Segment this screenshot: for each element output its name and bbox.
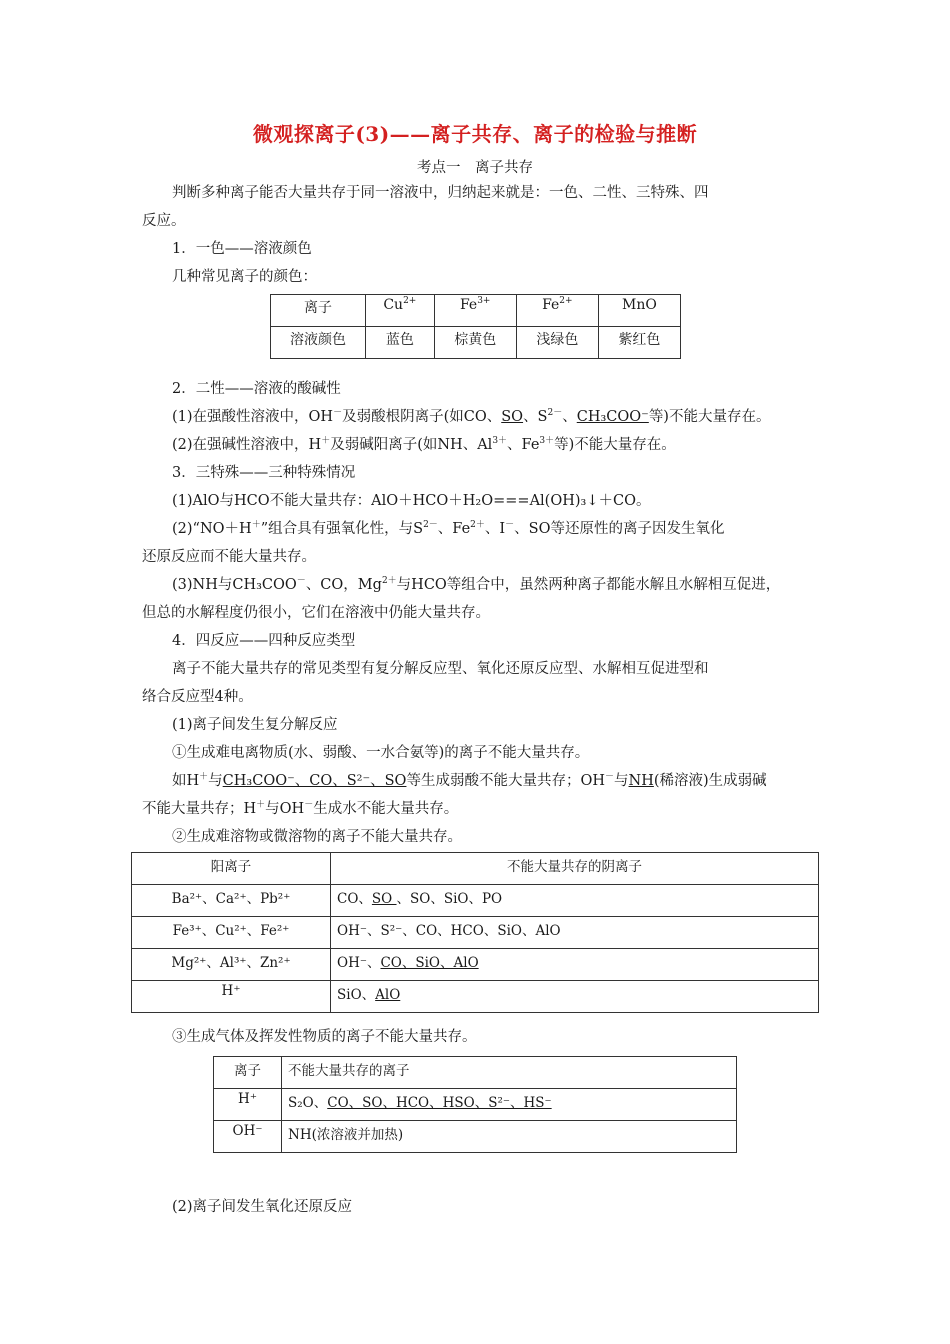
table-cell: 离子 (214, 1057, 282, 1089)
table-cell: 阳离子 (132, 853, 331, 885)
table-cell: CO、SO 、SO、SiO、PO (331, 885, 819, 917)
table-cell: 溶液颜色 (271, 327, 366, 359)
table-row (214, 1057, 737, 1089)
table-cell: Mg²⁺、Al³⁺、Zn²⁺ (132, 949, 331, 981)
table-cell: 不能大量共存的阴离子 (331, 853, 819, 885)
s3-paragraph-3-cont: 但总的水解程度仍很小，它们在溶液中仍能大量共存。 (142, 605, 490, 621)
section-subtitle: 考点一 离子共存 (417, 160, 533, 176)
gas-table (213, 1056, 737, 1153)
s2-heading: 2．二性——溶液的酸碱性 (172, 381, 341, 397)
intro-line-2: 反应。 (142, 213, 186, 229)
table-cell: NH(浓溶液并加热) (282, 1121, 737, 1153)
precipitate-table (131, 852, 819, 1013)
table-cell: Fe³⁺、Cu²⁺、Fe²⁺ (132, 917, 331, 949)
intro-line-1: 判断多种离子能否大量共存于同一溶液中，归纳起来就是：一色、二性、三特殊、四 (172, 185, 709, 201)
table-cell: 紫红色 (598, 327, 680, 359)
s2-paragraph-1: (1)在强酸性溶液中，OH－及弱酸根阴离子(如CO、SO、$S^{2-}$、CH₃COO⁻等)不能大量存在。 (172, 408, 771, 425)
s4-example-line-2: 不能大量共存；H＋与OH－生成水不能大量共存。 (142, 800, 459, 817)
s4-example-line-1: 如H＋与CH₃COO⁻、CO、S²⁻、SO等生成弱酸不能大量共存；OH－与NH(稀溶液)生成弱碱 (172, 772, 767, 789)
page-title: 微观探离子(3)——离子共存、离子的检验与推断 (252, 122, 698, 146)
s2-paragraph-2: (2)在强碱性溶液中，H＋及弱碱阳离子(如NH、$Al^{3+}$、$Fe^{3+}$等)不能大量存在。 (172, 436, 676, 453)
table-cell: 浅绿色 (516, 327, 598, 359)
table-cell: $Fe^{3+}$ (434, 295, 516, 327)
table-cell: 离子 (271, 295, 366, 327)
table-row (132, 885, 819, 917)
s4-item-3: ③生成气体及挥发性物质的离子不能大量共存。 (172, 1029, 477, 1045)
table-cell: Ba²⁺、Ca²⁺、Pb²⁺ (132, 885, 331, 917)
s4-sub-heading-1: (1)离子间发生复分解反应 (172, 717, 338, 733)
s3-heading: 3．三特殊——三种特殊情况 (172, 465, 356, 481)
s4-paragraph-1: 离子不能大量共存的常见类型有复分解反应型、氧化还原反应型、水解相互促进型和 (172, 661, 709, 677)
table-row (132, 917, 819, 949)
table-row (132, 981, 819, 1013)
table-row (214, 1121, 737, 1153)
s3-paragraph-2-cont: 还原反应而不能大量共存。 (142, 549, 316, 565)
table-cell: SiO、AlO (331, 981, 819, 1013)
table-cell: OH⁻ (214, 1121, 282, 1153)
table-row (271, 295, 681, 327)
table-row (214, 1089, 737, 1121)
s4-paragraph-1-cont: 络合反应型4种。 (142, 689, 253, 705)
table-cell: $Fe^{2+}$ (516, 295, 598, 327)
table-row (132, 853, 819, 885)
s1-lead: 几种常见离子的颜色： (172, 269, 317, 285)
table-cell: H⁺ (214, 1089, 282, 1121)
table-cell: 棕黄色 (434, 327, 516, 359)
table-cell: 蓝色 (366, 327, 435, 359)
s3-paragraph-2: (2)“NO＋H＋”组合具有强氧化性，与$S^{2-}$、$Fe^{2+}$、I－、SO等还原性的离子因发生氧化 (172, 520, 725, 537)
s3-paragraph-3: (3)NH与CH₃COO－、CO，$Mg^{2+}$与HCO等组合中，虽然两种离子都能水解且水解相互促进， (172, 576, 781, 593)
s4-item-1: ①生成难电离物质(水、弱酸、一水合氨等)的离子不能大量共存。 (172, 745, 590, 761)
s4-heading: 4．四反应——四种反应类型 (172, 633, 356, 649)
table-cell: OH⁻、CO、SiO、AlO (331, 949, 819, 981)
s4-item-2: ②生成难溶物或微溶物的离子不能大量共存。 (172, 829, 462, 845)
table-cell: $Cu^{2+}$ (366, 295, 435, 327)
ion-color-table (270, 294, 681, 359)
s4-sub-heading-2: (2)离子间发生氧化还原反应 (172, 1199, 353, 1215)
table-cell: S₂O、CO、SO、HCO、HSO、S²⁻、HS⁻ (282, 1089, 737, 1121)
table-row (132, 949, 819, 981)
table-cell: 不能大量共存的离子 (282, 1057, 737, 1089)
table-cell: MnO (598, 295, 680, 327)
table-row (271, 327, 681, 359)
table-cell: H⁺ (132, 981, 331, 1013)
s3-paragraph-1: (1)AlO与HCO不能大量共存：AlO＋HCO＋H₂O===Al(OH)₃↓＋CO。 (172, 493, 651, 509)
s1-heading: 1．一色——溶液颜色 (172, 241, 312, 257)
table-cell: OH⁻、S²⁻、CO、HCO、SiO、AlO (331, 917, 819, 949)
